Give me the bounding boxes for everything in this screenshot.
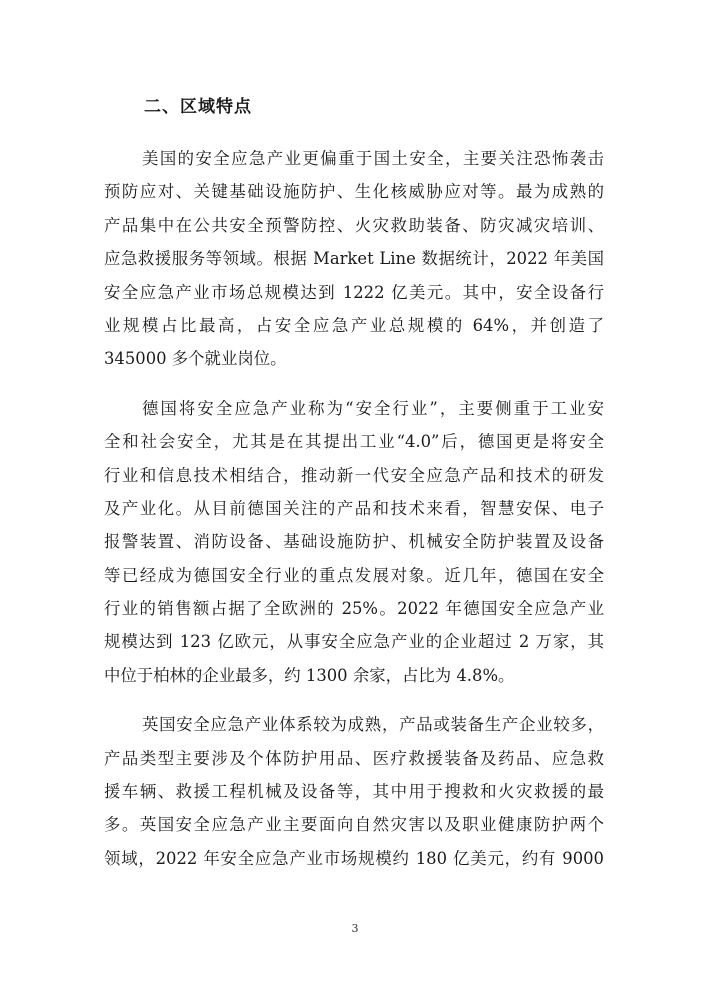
paragraph-3-line-2: 产品类型主要涉及个体防护用品、医疗救援装备及药品、应急救 <box>104 748 604 768</box>
paragraph-2-line-5: 报警装置、消防设备、基础设施防护、机械安全防护装置及设备 <box>104 532 604 552</box>
paragraph-2-line-6: 等已经成为德国安全行业的重点发展对象。近几年，德国在安全 <box>104 565 604 585</box>
paragraph-gap <box>104 376 604 392</box>
paragraph-2-line-9: 中位于柏林的企业最多，约 1300 余家，占比为 4.8%。 <box>104 665 515 685</box>
paragraph-2-line-2: 全和社会安全，尤其是在其提出工业“4.0”后，德国更是将安全 <box>104 432 604 452</box>
paragraph-1-line-4: 应急救援服务等领域。根据 Market Line 数据统计，2022 年美国 <box>104 249 604 269</box>
paragraph-2-line-1: 德国将安全应急产业称为“安全行业”，主要侧重于工业安 <box>142 398 604 418</box>
paragraph-1-line-5: 安全应急产业市场总规模达到 1222 亿美元。其中，安全设备行 <box>104 282 604 302</box>
paragraph-2-line-8: 规模达到 123 亿欧元，从事安全应急产业的企业超过 2 万家，其 <box>104 632 604 652</box>
paragraph-2-line-7: 行业的销售额占据了全欧洲的 25%。2022 年德国安全应急产业 <box>104 599 604 619</box>
paragraph-1-line-2: 预防应对、关键基础设施防护、生化核威胁应对等。最为成熟的 <box>104 182 604 202</box>
paragraph-3-line-4: 多。英国安全应急产业主要面向自然灾害以及职业健康防护两个 <box>104 815 604 835</box>
paragraph-1-line-3: 产品集中在公共安全预警防控、火灾救助装备、防灾减灾培训、 <box>104 215 604 235</box>
paragraph-2-line-4: 及产业化。从目前德国关注的产品和技术来看，智慧安保、电子 <box>104 498 604 518</box>
paragraph-3-line-5: 领域，2022 年安全应急产业市场规模约 180 亿美元，约有 9000 <box>104 848 604 868</box>
body-text <box>104 142 604 875</box>
section-heading: 二、区域特点 <box>144 97 252 117</box>
paragraph-1-line-6: 业规模占比最高，占安全应急产业总规模的 64%，并创造了 <box>104 315 604 335</box>
paragraph-1-line-7: 345000 多个就业岗位。 <box>104 349 287 369</box>
page-number: 3 <box>351 922 359 935</box>
paragraph-gap <box>104 692 604 708</box>
paragraph-2-line-3: 行业和信息技术相结合，推动新一代安全应急产品和技术的研发 <box>104 465 604 485</box>
paragraph-3-line-1: 英国安全应急产业体系较为成熟，产品或装备生产企业较多， <box>142 715 604 735</box>
paragraph-3-line-3: 援车辆、救援工程机械及设备等，其中用于搜救和火灾救援的最 <box>104 782 604 802</box>
paragraph-1-line-1: 美国的安全应急产业更偏重于国土安全，主要关注恐怖袭击 <box>142 149 604 168</box>
